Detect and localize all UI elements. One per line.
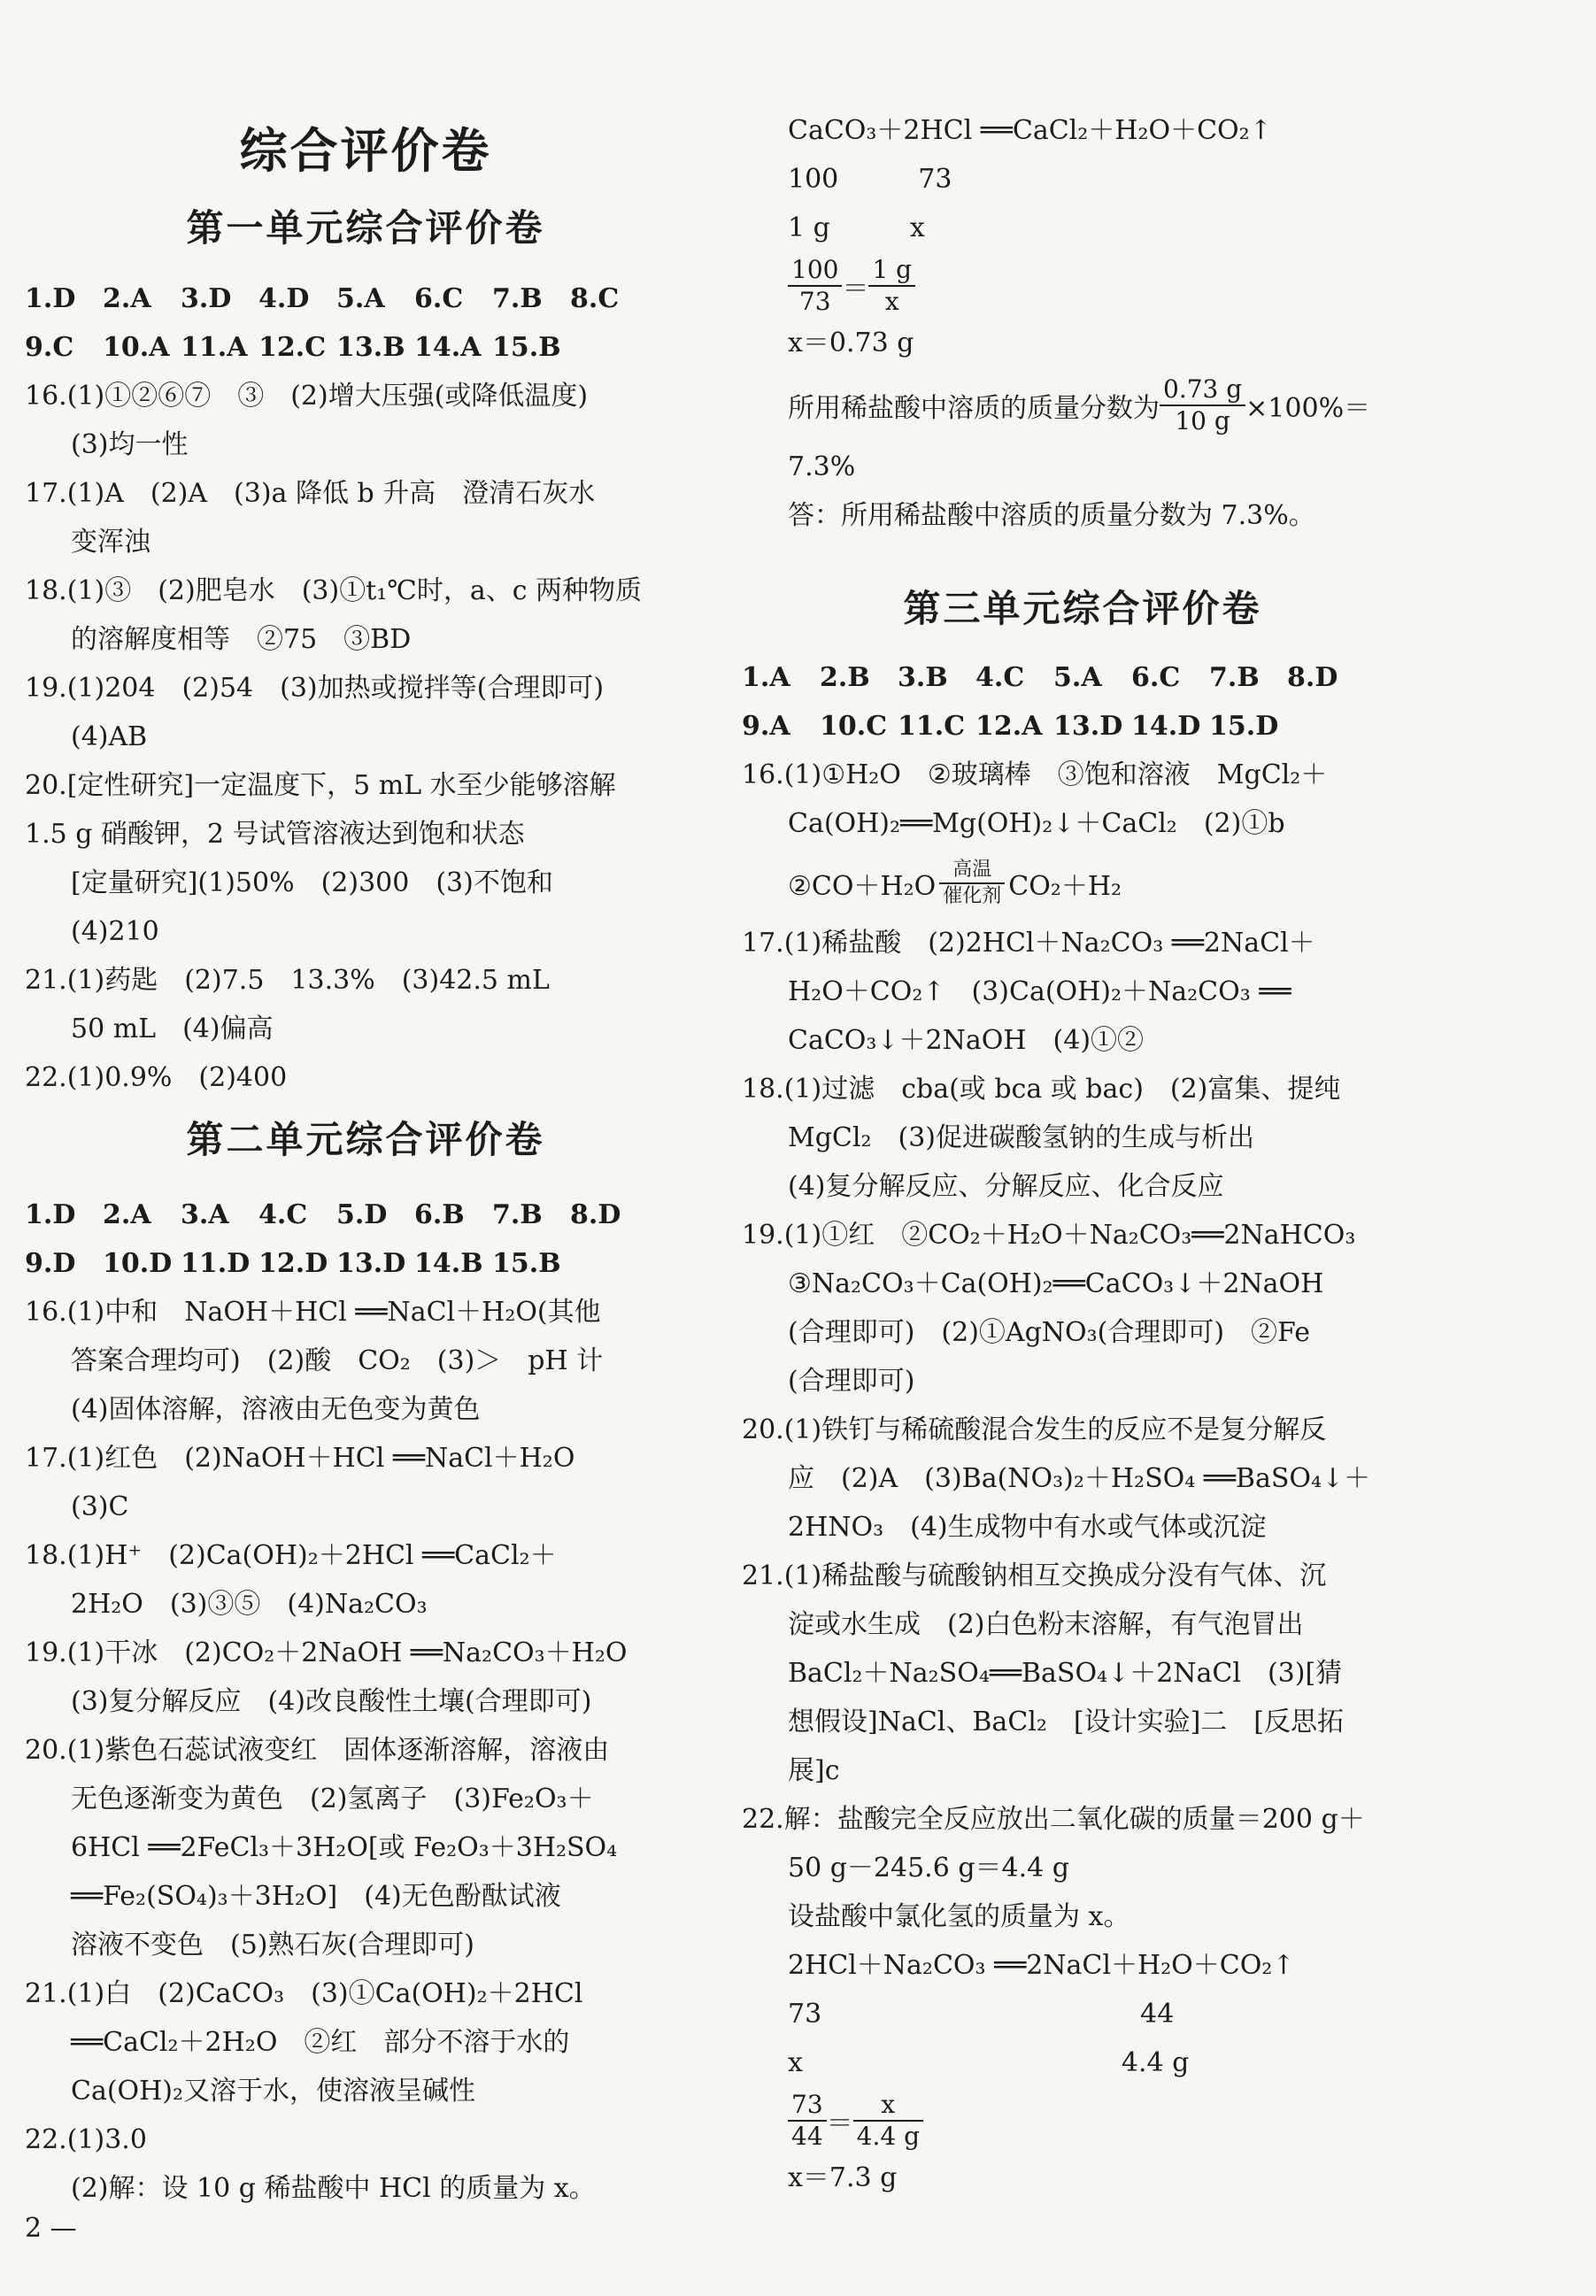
- answer-line: 17.(1)稀盐酸 (2)2HCl＋Na₂CO₃ ══2NaCl＋: [742, 928, 1315, 959]
- answer-line: 16.(1)中和 NaOH＋HCl ══NaCl＋H₂O(其他: [25, 1297, 601, 1328]
- mcq-answer: 10.C: [820, 711, 888, 742]
- frac-numerator: x: [853, 2090, 923, 2122]
- proportion-2: $\frac{73}{44}$ ＝ $\frac{x}{4.4 g}$: [742, 2087, 1423, 2153]
- answer-line: 淀或水生成 (2)白色粉末溶解，有气泡冒出: [788, 1609, 1304, 1640]
- answer-line: 6HCl ══2FeCl₃＋3H₂O[或 Fe₂O₃＋3H₂SO₄: [71, 1832, 618, 1863]
- answer-line: 22.(1)0.9% (2)400: [25, 1062, 288, 1093]
- answer-line: 50 g－245.6 g＝4.4 g: [788, 1853, 1069, 1884]
- answer-line: BaCl₂＋Na₂SO₄══BaSO₄↓＋2NaCl (3)[猜: [788, 1658, 1343, 1689]
- mass-line-prefix: 所用稀盐酸中溶质的质量分数为: [788, 392, 1160, 424]
- mcq-answer: 10.D: [103, 1248, 173, 1279]
- mcq-answer: 7.B: [1209, 662, 1260, 693]
- answer-line: (4)210: [71, 916, 159, 947]
- cond-top: 高温: [939, 858, 1005, 884]
- answer-line: 2HNO₃ (4)生成物中有水或气体或沉淀: [788, 1512, 1267, 1543]
- mcq-answer: 2.A: [103, 283, 151, 314]
- unit2-answers: [25, 1190, 706, 2213]
- answer-line: 设盐酸中氯化氢的质量为 x。: [788, 1901, 1130, 1932]
- frac-denominator: 10 g: [1175, 405, 1230, 435]
- unit3-mcq-row2: [742, 702, 1423, 751]
- answer-line: 1.5 g 硝酸钾，2 号试管溶液达到饱和状态: [25, 819, 525, 850]
- answer-line: 2HCl＋Na₂CO₃ ══2NaCl＋H₂O＋CO₂↑: [788, 1950, 1295, 1981]
- frac-numerator: 0.73 g: [1160, 374, 1245, 406]
- answer-line: MgCl₂ (3)促进碳酸氢钠的生成与析出: [788, 1122, 1254, 1153]
- mcq-answer: 6.C: [1131, 662, 1181, 693]
- mcq-answer: 5.A: [1053, 662, 1102, 693]
- answer-line: 18.(1)③ (2)肥皂水 (3)①t₁℃时，a、c 两种物质: [25, 575, 643, 606]
- mcq-answer: 9.D: [25, 1248, 76, 1279]
- answer-line: ══CaCl₂＋2H₂O ②红 部分不溶于水的: [71, 2027, 570, 2058]
- answer-line: (合理即可) (2)①AgNO₃(合理即可) ②Fe: [788, 1317, 1310, 1348]
- answer-line: 的溶解度相等 ②75 ③BD: [71, 624, 412, 655]
- answer-line: (3)均一性: [71, 429, 189, 460]
- unit1-mcq-row1: [25, 274, 706, 323]
- mcq-answer: 13.B: [336, 332, 405, 363]
- answer-line: 变浑浊: [71, 527, 150, 558]
- answer-line: 溶液不变色 (5)熟石灰(合理即可): [71, 1930, 474, 1961]
- mcq-answer: 6.B: [414, 1199, 465, 1230]
- final-result: x＝7.3 g: [788, 2162, 898, 2193]
- mcq-answer: 2.B: [820, 662, 870, 693]
- condition-equation: [742, 848, 1423, 919]
- answer-line: (4)复分解反应、分解反应、化合反应: [788, 1171, 1224, 1202]
- mcq-answer: 4.C: [975, 662, 1025, 693]
- answer-line: (4)AB: [71, 721, 148, 752]
- answer-line: (合理即可): [788, 1366, 915, 1397]
- answer-line: 答：所用稀盐酸中溶质的质量分数为 7.3%。: [788, 500, 1315, 531]
- answer-line: 18.(1)H⁺ (2)Ca(OH)₂＋2HCl ══CaCl₂＋: [25, 1540, 557, 1571]
- unit2-q22-continued: [742, 106, 1423, 540]
- mcq-answer: 5.D: [336, 1199, 388, 1230]
- mcq-answer: 12.D: [258, 1248, 328, 1279]
- mcq-answer: 6.C: [414, 283, 464, 314]
- unit3-title: 第三单元综合评价卷: [903, 587, 1262, 630]
- answer-line: 100 73: [788, 164, 952, 195]
- answer-line: x 4.4 g: [788, 2047, 1190, 2078]
- mcq-answer: 11.A: [181, 332, 248, 363]
- mcq-answer: 15.D: [1209, 711, 1279, 742]
- mcq-answer: 3.D: [181, 283, 232, 314]
- unit2-lines: [25, 1288, 706, 2213]
- answer-line: 18.(1)过滤 cba(或 bca 或 bac) (2)富集、提纯: [742, 1074, 1341, 1105]
- answer-line: 19.(1)干冰 (2)CO₂＋2NaOH ══Na₂CO₃＋H₂O: [25, 1637, 628, 1668]
- answer-line: 21.(1)白 (2)CaCO₃ (3)①Ca(OH)₂＋2HCl: [25, 1978, 583, 2009]
- answer-line: 2H₂O (3)③⑤ (4)Na₂CO₃: [71, 1589, 428, 1620]
- answer-line: 想假设]NaCl、BaCl₂ [设计实验]二 [反思拓: [788, 1707, 1345, 1737]
- answer-line: CaCO₃＋2HCl ══CaCl₂＋H₂O＋CO₂↑: [788, 115, 1272, 146]
- answer-line: 1 g x: [788, 212, 925, 243]
- mcq-answer: 8.D: [570, 1199, 621, 1230]
- mcq-answer: 13.D: [1053, 711, 1123, 742]
- cond-prefix: ②CO＋H₂O: [788, 871, 937, 902]
- answer-line: 20.[定性研究]一定温度下，5 mL 水至少能够溶解: [25, 770, 616, 801]
- mcq-answer: 14.B: [414, 1248, 483, 1279]
- mass-fraction-line: [742, 367, 1423, 443]
- answer-line: 73 44: [788, 1999, 1175, 2030]
- answer-line: (3)C: [71, 1491, 129, 1522]
- frac-denominator: 4.4 g: [856, 2121, 920, 2151]
- answer-line: ③Na₂CO₃＋Ca(OH)₂══CaCO₃↓＋2NaOH: [788, 1268, 1324, 1299]
- answer-line: 50 mL (4)偏高: [71, 1013, 274, 1044]
- answer-line: 19.(1)204 (2)54 (3)加热或搅拌等(合理即可): [25, 673, 605, 704]
- cond-suffix: CO₂＋H₂: [1008, 871, 1122, 902]
- unit3-answers: [742, 653, 1423, 2202]
- frac-denominator: 73: [798, 286, 831, 316]
- mcq-answer: 5.A: [336, 283, 385, 314]
- answer-line: 21.(1)药匙 (2)7.5 13.3% (3)42.5 mL: [25, 965, 550, 996]
- answer-line: [定量研究](1)50% (2)300 (3)不饱和: [71, 867, 553, 898]
- unit1-answers: [25, 274, 706, 1102]
- mcq-answer: 9.A: [742, 711, 790, 742]
- unit2-mcq-row1: [25, 1190, 706, 1239]
- answer-line: 无色逐渐变为黄色 (2)氢离子 (3)Fe₂O₃＋: [71, 1784, 594, 1814]
- answer-line: 展]c: [788, 1755, 840, 1786]
- page-number: 2 —: [25, 2213, 77, 2244]
- answer-line: 22.(1)3.0: [25, 2124, 147, 2155]
- mcq-answer: 14.A: [414, 332, 482, 363]
- answer-line: 应 (2)A (3)Ba(NO₃)₂＋H₂SO₄ ══BaSO₄↓＋: [788, 1463, 1371, 1494]
- answer-line: 20.(1)铁钉与稀硫酸混合发生的反应不是复分解反: [742, 1414, 1327, 1445]
- mcq-answer: 10.A: [103, 332, 170, 363]
- unit1-mcq-row2: [25, 323, 706, 372]
- mcq-answer: 8.C: [570, 283, 620, 314]
- answer-line: (2)解：设 10 g 稀盐酸中 HCl 的质量为 x。: [71, 2173, 596, 2204]
- answer-line: 16.(1)①H₂O ②玻璃棒 ③饱和溶液 MgCl₂＋: [742, 759, 1328, 790]
- frac-numerator: 1 g: [868, 255, 915, 287]
- unit3-mcq-row1: [742, 653, 1423, 702]
- mcq-answer: 7.B: [492, 1199, 543, 1230]
- mcq-answer: 8.D: [1287, 662, 1338, 693]
- answer-line: 21.(1)稀盐酸与硫酸钠相互交换成分没有气体、沉: [742, 1560, 1327, 1591]
- answer-line: 17.(1)A (2)A (3)a 降低 b 升高 澄清石灰水: [25, 478, 596, 509]
- frac-numerator: 100: [788, 255, 842, 287]
- mcq-answer: 11.D: [181, 1248, 251, 1279]
- mcq-answer: 12.A: [975, 711, 1043, 742]
- mcq-answer: 3.B: [898, 662, 948, 693]
- page-title: 综合评价卷: [239, 123, 492, 179]
- mcq-answer: 1.D: [25, 1199, 76, 1230]
- answer-line: Ca(OH)₂══Mg(OH)₂↓＋CaCl₂ (2)①b: [788, 808, 1285, 839]
- mcq-answer: 14.D: [1131, 711, 1201, 742]
- frac-numerator: 73: [788, 2090, 827, 2122]
- unit2-title: 第二单元综合评价卷: [186, 1118, 545, 1161]
- mass-line-suffix: ×100%＝: [1245, 392, 1371, 424]
- mcq-answer: 1.D: [25, 283, 76, 314]
- x-result: x＝0.73 g: [788, 327, 914, 358]
- answer-line: Ca(OH)₂又溶于水，使溶液呈碱性: [71, 2076, 476, 2107]
- answer-line: 22.解：盐酸完全反应放出二氧化碳的质量＝200 g＋: [742, 1804, 1365, 1835]
- frac-denominator: x: [884, 286, 899, 316]
- answer-line: CaCO₃↓＋2NaOH (4)①②: [788, 1025, 1145, 1056]
- mcq-answer: 2.A: [103, 1199, 151, 1230]
- mcq-answer: 3.A: [181, 1199, 229, 1230]
- answer-line: (3)复分解反应 (4)改良酸性土壤(合理即可): [71, 1686, 592, 1717]
- mcq-answer: 1.A: [742, 662, 790, 693]
- mcq-answer: 15.B: [492, 1248, 561, 1279]
- unit1-lines: [25, 372, 706, 1102]
- mcq-answer: 7.B: [492, 283, 543, 314]
- answer-line: H₂O＋CO₂↑ (3)Ca(OH)₂＋Na₂CO₃ ══: [788, 976, 1291, 1007]
- answer-line: (4)固体溶解，溶液由无色变为黄色: [71, 1394, 481, 1425]
- mcq-answer: 12.C: [258, 332, 327, 363]
- mcq-answer: 15.B: [492, 332, 561, 363]
- frac-denominator: 44: [791, 2121, 823, 2151]
- result-line: 7.3%: [788, 451, 856, 482]
- cond-bottom: 催化剂: [943, 885, 1002, 907]
- mcq-answer: 9.C: [25, 332, 74, 363]
- answer-line: 20.(1)紫色石蕊试液变红 固体逐渐溶解，溶液由: [25, 1735, 610, 1766]
- answer-line: 答案合理均可) (2)酸 CO₂ (3)＞ pH 计: [71, 1345, 604, 1376]
- mcq-answer: 4.D: [258, 283, 310, 314]
- answer-line: ══Fe₂(SO₄)₃＋3H₂O] (4)无色酚酞试液: [71, 1881, 561, 1912]
- mcq-answer: 11.C: [898, 711, 966, 742]
- answer-line: 17.(1)红色 (2)NaOH＋HCl ══NaCl＋H₂O: [25, 1443, 575, 1474]
- proportion-1: $\frac{100}{73}$ ＝ $\frac{1 g}{x}$: [742, 252, 1423, 319]
- mcq-answer: 13.D: [336, 1248, 406, 1279]
- mcq-answer: 4.C: [258, 1199, 308, 1230]
- unit2-mcq-row2: [25, 1239, 706, 1288]
- answer-line: 16.(1)①②⑥⑦ ③ (2)增大压强(或降低温度): [25, 381, 589, 412]
- unit1-title: 第一单元综合评价卷: [186, 206, 545, 250]
- answer-line: 19.(1)①红 ②CO₂＋H₂O＋Na₂CO₃══2NaHCO₃: [742, 1220, 1356, 1251]
